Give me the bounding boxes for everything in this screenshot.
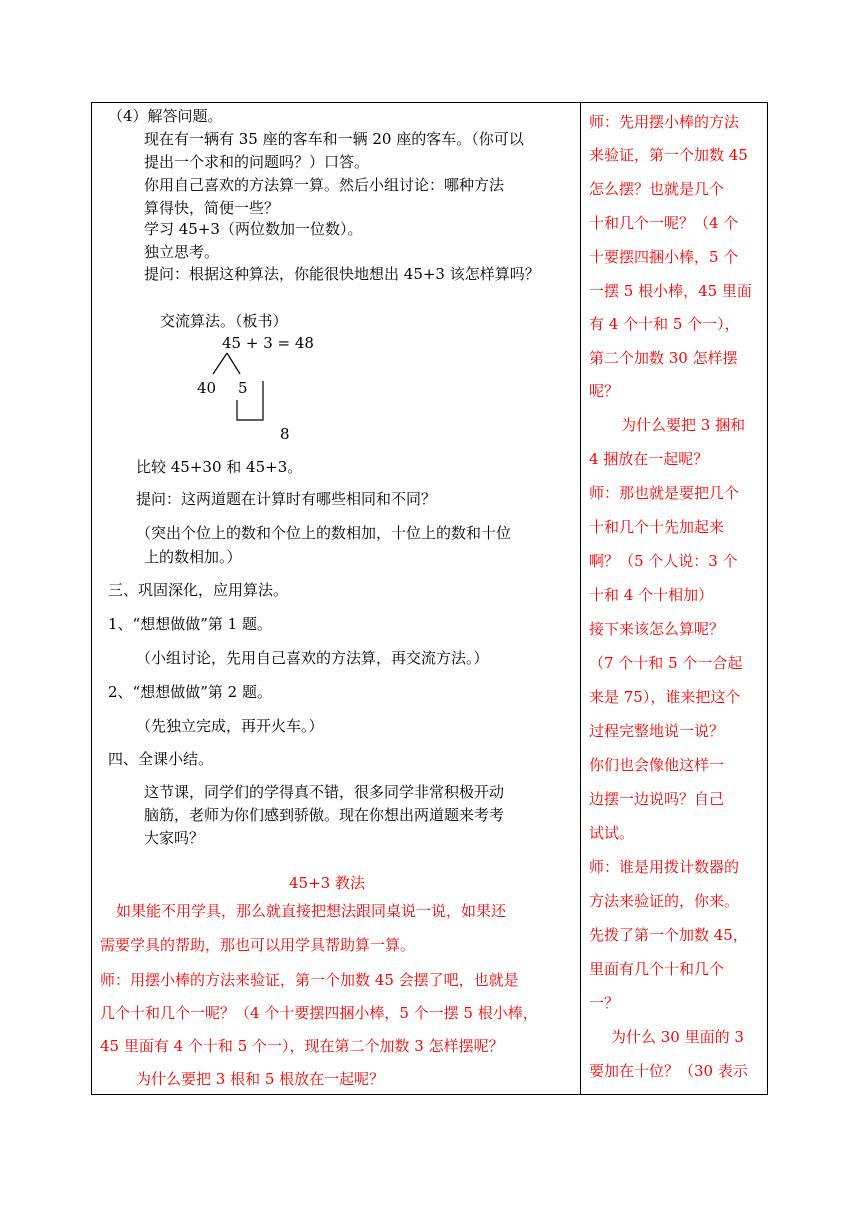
note-line: 啊？（5 个人说：3 个 [589,552,738,570]
note-line: 十要摆四捆小棒，5 个 [589,248,739,266]
note-line: 要加在十位？（30 表示 [589,1062,748,1080]
red-text-line: 几个十和几个一呢？（4 个十要摆四捆小棒，5 个一摆 5 根小棒， [100,1004,538,1022]
text-line: 你用自己喜欢的方法算一算。然后小组讨论：哪种方法 [144,176,505,194]
note-line: 十和 4 个十相加） [589,586,714,604]
text-line: 现在有一辆有 35 座的客车和一辆 20 座的客车。（你可以 [144,130,524,148]
text-line: （突出个位上的数和个位上的数相加，十位上的数和十位 [136,524,512,542]
note-line: （7 个十和 5 个一合起 [589,654,743,672]
note-line: 怎么摆？也就是几个 [589,180,725,198]
note-line: 一？ [589,994,620,1012]
note-line: 第二个加数 30 怎样摆 [589,349,738,367]
note-line: 过程完整地说一说？ [589,722,725,740]
text-line: 脑筋，老师为你们感到骄傲。现在你想出两道题来考考 [144,806,505,824]
text-line: 这节课，同学们的学得真不错，很多同学非常积极开动 [144,783,505,801]
note-line: 来是 75），谁来把这个 [589,688,741,706]
note-line: 方法来验证的，你来。 [589,892,740,910]
equation: 45 + 3 = 48 [222,334,314,352]
text-line: 交流算法。（板书） [160,312,288,330]
note-line: 师：谁是用拨计数器的 [589,858,740,876]
note-line: 你们也会像他这样一 [589,756,725,774]
text-line: 2、“想想做做”第 2 题。 [108,683,272,701]
note-line: 呢？ [589,382,620,400]
red-text-line: 需要学具的帮助，那也可以用学具帮助算一算。 [100,936,416,954]
note-line: 试试。 [589,824,635,842]
red-text-line: 为什么要把 3 根和 5 根放在一起呢？ [136,1070,385,1088]
text-line: （4）解答问题。 [108,107,223,125]
section-heading: 四、全课小结。 [108,750,214,768]
text-line: （小组讨论，先用自己喜欢的方法算，再交流方法。） [136,649,489,667]
note-line: 为什么 30 里面的 3 [611,1028,744,1046]
text-line: 提问：根据这种算法，你能很快地想出 45+3 该怎样算吗？ [144,265,540,283]
note-line: 接下来该怎么算呢？ [589,620,725,638]
text-line: 算得快，简便一些？ [144,199,280,217]
red-text-line: 如果能不用学具，那么就直接把想法跟同桌说一说，如果还 [116,902,507,920]
text-line: 比较 45+30 和 45+3。 [136,458,303,476]
note-line: 十和几个十先加起来 [589,518,725,536]
text-line: 提问：这两道题在计算时有哪些相同和不同？ [136,490,437,508]
note-line: 师：先用摆小棒的方法 [589,113,740,131]
ones-sum: 8 [280,425,290,443]
text-line: 大家吗？ [144,829,205,847]
note-line: 有 4 个十和 5 个一）， [589,315,740,333]
note-line: 十和几个一呢？（4 个 [589,214,739,232]
text-line: 上的数相加。） [144,548,242,566]
ones-part: 5 [238,379,248,397]
note-line: 4 捆放在一起呢？ [589,450,709,468]
note-line: 为什么要把 3 捆和 [621,416,746,434]
red-text-line: 45 里面有 4 个十和 5 个一），现在第二个加数 3 怎样摆呢？ [100,1037,504,1055]
section-heading: 三、巩固深化，应用算法。 [108,581,289,599]
red-text-line: 师：用摆小棒的方法来验证，第一个加数 45 会摆了吧，也就是 [100,971,519,989]
tens-part: 40 [197,379,217,397]
method-title: 45+3 教法 [289,874,365,892]
text-line: （先独立完成，再开火车。） [136,717,324,735]
text-line: 1、“想想做做”第 1 题。 [108,615,272,633]
note-line: 里面有几个十和几个 [589,960,725,978]
note-line: 一摆 5 根小棒，45 里面 [589,282,752,300]
note-line: 边摆一边说吗？自己 [589,790,725,808]
note-line: 来验证，第一个加数 45 [589,146,748,164]
note-line: 先拨了第一个加数 45， [589,926,748,944]
text-line: 提出一个求和的问题吗？）口答。 [144,153,370,171]
text-line: 学习 45+3（两位数加一位数）。 [144,220,363,238]
text-line: 独立思考。 [144,243,220,261]
note-line: 师：那也就是要把几个 [589,484,740,502]
